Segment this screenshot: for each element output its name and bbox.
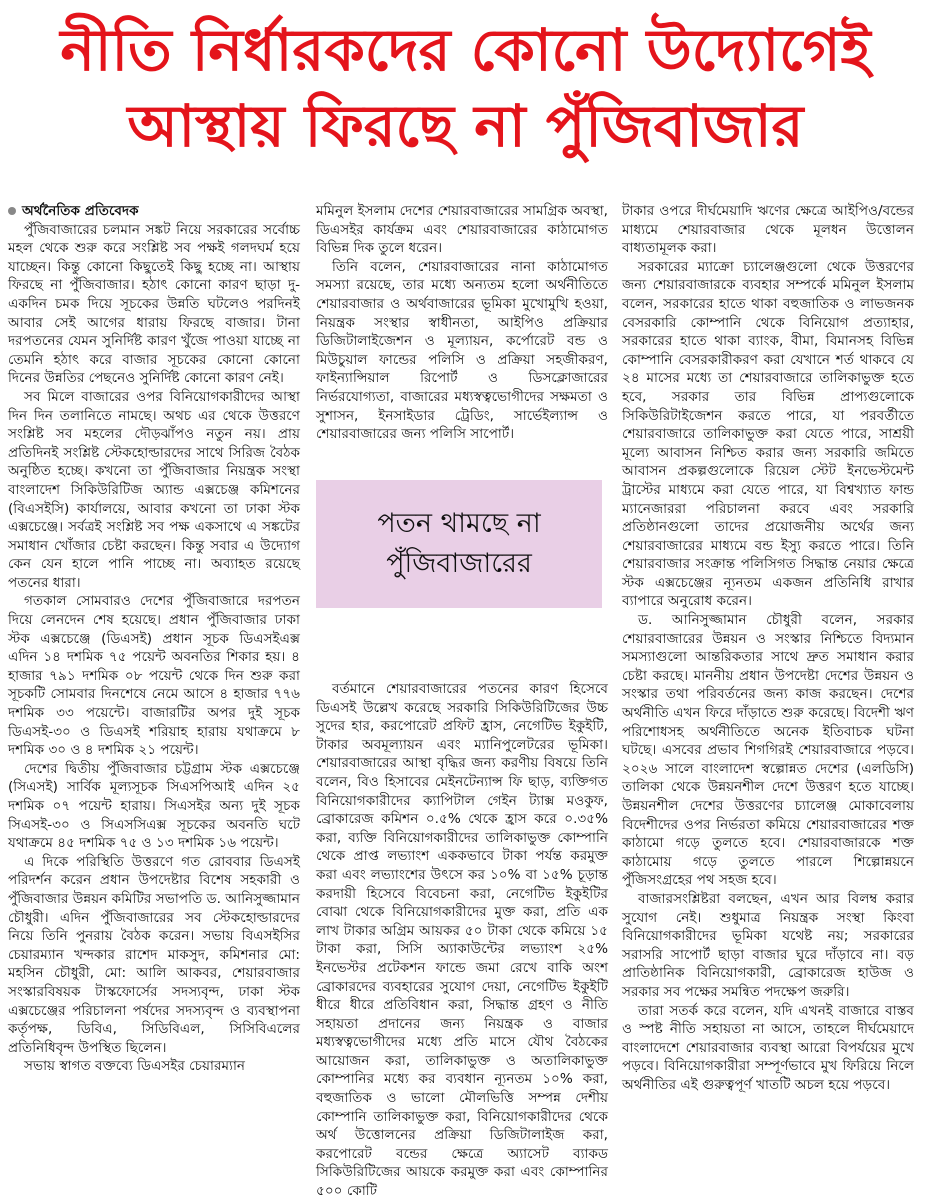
paragraph: তিনি বলেন, শেয়ারবাজারের নানা কাঠামোগত সমস্যা রয়েছে, তার মধ্যে অন্যতম হলো অর্থনীতিতে শেয়ারবাজার ও অর্থবাজারের ভূমিকা মুখোমুখি হওয়া, নিয়ন্ত্রক সংস্থার স্বাধীনতা, আইপিও প্রক্রিয়ার ডিজিটালাইজেশন ও মূল্যায়ন, কর্পোরেট বন্ড ও মিউচুয়াল ফান্ডের পলিসি ও প্রক্রিয়া সহজীকরণ, ফাইন্যান্সিয়াল রিপোর্ট ও ডিসক্লোজারের নির্ভরযোগ্যতা, বাজারের মধ্যস্বত্বভোগীদের সক্ষমতা ও সুশাসন, ইনসাইডার ট্রেডিং, সার্ভেইল্যান্স ও শেয়ারবাজারের জন্য পলিসি সাপোর্ট। [316,258,608,443]
paragraph: টাকার ওপরে দীর্ঘমেয়াদি ঋণের ক্ষেত্রে আইপিও/বন্ডের মাধ্যমে শেয়ারবাজার থেকে মূলধন উত্তোলন বাধ্যতামূলক করা। [622,203,914,257]
article-column-2 [316,202,608,1200]
paragraph: মমিনুল ইসলাম দেশের শেয়ারবাজারের সামগ্রিক অবস্থা, ডিএসইর কার্যক্রম এবং শেয়ারবাজারের কাঠামোগত বিভিন্ন দিক তুলে ধরেন। [316,203,608,257]
paragraph: দেশের দ্বিতীয় পুঁজিবাজার চট্টগ্রাম স্টক এক্সচেঞ্জে (সিএসই) সার্বিক মূল্যসূচক সিএসপিআই এদিন ২৫ দশমিক ০৭ পয়েন্ট হারায়। সিএসইর অন্য দুই সূচক সিএসই-৩০ ও সিএসসিএক্স সূচকের অবনতি ঘটে যথাক্রমে ৪৫ দশমিক ৭৫ ও ১৩ দশমিক ১৬ পয়েন্ট। [8,760,300,852]
article-column-3 [622,202,914,1142]
paragraph: সভায় স্বাগত বক্তব্যে ডিএসইর চেয়ারম্যান [24,1058,245,1075]
paragraph: বর্তমানে শেয়ারবাজারের পতনের কারণ হিসেবে ডিএসই উল্লেখ করেছে সরকারি সিকিউরিটিজের উচ্চ সুদের হার, করপোরেট প্রফিট হ্রাস, নেগেটিভ ইকুইটি, টাকার অবমূল্যায়ন এবং ম্যানিপুলেটরের ভূমিকা। শেয়ারবাজারের আস্থা বৃদ্ধির জন্য করণীয় বিষয়ে তিনি বলেন, বিও হিসাবের মেইনটেন্যান্স ফি ছাড়, ব্যক্তিগত বিনিয়োগকারীদের ক্যাপিটাল গেইন ট্যাক্স মওকুফ, ব্রোকারেজ কমিশন ০.৫% থেকে হ্রাস করে ০.৩৫% করা, ব্যক্তি বিনিয়োগকারীদের তালিকাভুক্ত কোম্পানি থেকে প্রাপ্ত লভ্যাংশ এককভাবে টাকা পর্যন্ত করমুক্ত করা এবং লভ্যাংশের উৎসে কর ১০% বা ১৫% চূড়ান্ত করদায়ী হিসেবে বিবেচনা করা, নেগেটিভ ইকুইটির বোঝা থেকে বিনিয়োগকারীদের মুক্ত করা, প্রতি এক লাখ টাকার অগ্রিম আয়কর ৫০ টাকা থেকে কমিয়ে ১৫ টাকা করা, সিসি অ্যাকাউন্টের লভ্যাংশ ২৫% ইনভেস্টর প্রটেকশন ফান্ডে জমা রেখে বাকি অংশ ব্রোকারদের ব্যবহারের সুযোগ দেয়া, নেগেটিভ ইকুইটি ধীরে ধীরে প্রতিবিধান করা, সিদ্ধান্ত গ্রহণ ও নীতি সহায়তা প্রদানের জন্য নিয়ন্ত্রক ও বাজার মধ্যস্বত্বভোগীদের মধ্যে প্রতি মাসে যৌথ বৈঠকের আয়োজন করা, তালিকাভুক্ত ও অতালিকাভুক্ত কোম্পানির মধ্যে কর ব্যবধান ন্যূনতম ১০% করা, বহুজাতিক ও ভালো মৌলভিত্তি সম্পন্ন দেশীয় কোম্পানি তালিকাভুক্ত করা, বিনিয়োগকারীদের থেকে অর্থ উত্তোলনের প্রক্রিয়া ডিজিটালাইজ করা, করপোরেট বন্ডের ক্ষেত্রে অ্যাসেট ব্যাকড সিকিউরিটিজের আয়কে করমুক্ত করা এবং কোম্পানির ৫০০ কোটি [316,681,608,1200]
pull-quote-text: পতন থামছে না পুঁজিবাজারের [377,508,541,579]
paragraph: পুঁজিবাজারের চলমান সঙ্কট নিয়ে সরকারের সর্বোচ্চ মহল থেকে শুরু করে সংশ্লিষ্ট সব পক্ষই গলদঘর্ম হয়ে যাচ্ছেন। কিন্তু কোনো কিছুতেই কিছু হচ্ছে না। আস্থায় ফিরছে না পুঁজিবাজার। হঠাৎ কোনো কারণ ছাড়া দু-একদিন চমক দিয়ে সূচকের উন্নতি ঘটলেও পরদিনই আবার সেই আগের ধারায় ফিরছে বাজার। টানা দরপতনের যেমন সুনির্দিষ্ট কারণ খুঁজে পাওয়া যাচ্ছে না তেমনি হঠাৎ করে বাজার সূচকের কোনো কোনো দিনের উন্নতির পেছনেও সুনির্দিষ্ট কোনো কারণ নেই। [8,221,300,387]
paragraph: সব মিলে বাজারের ওপর বিনিয়োগকারীদের আস্থা দিন দিন তলানিতে নামছে। অথচ এর থেকে উত্তরণে সংশ্লিষ্ট সব মহলের দৌড়ঝাঁপও নতুন নয়। প্রায় প্রতিদিনই সংশ্লিষ্ট স্টেকহোল্ডারদের সাথে সিরিজ বৈঠক অনুষ্ঠিত হচ্ছে। কখনো তা পুঁজিবাজার নিয়ন্ত্রক সংস্থা বাংলাদেশ সিকিউরিটিজ অ্যান্ড এক্সচেঞ্জ কমিশনের (বিএসইসি) কার্যালয়ে, আবার কখনো তা ঢাকা স্টক এক্সচেঞ্জে। সর্বত্রই সংশ্লিষ্ট সব পক্ষ একসাথে এ সঙ্কটের সমাধান খোঁজার চেষ্টা করছেন। কিন্তু সবার এ উদ্যোগ কেন যেন হালে পানি পাচ্ছে না। অব্যাহত রয়েছে পতনের ধারা। [8,388,300,591]
bullet-icon [8,207,16,215]
pull-quote-box [316,480,602,608]
paragraph: সরকারের ম্যাক্রো চ্যালেঞ্জগুলো থেকে উত্তরণের জন্য শেয়ারবাজারকে ব্যবহার সম্পর্কে মমিনুল ইসলাম বলেন, সরকারের হাতে থাকা বহুজাতিক ও লাভজনক বেসরকারি কোম্পানি থেকে বিনিয়োগ প্রত্যাহার, সরকারের হাতে থাকা ব্যাংক, বীমা, বিমানসহ বিভিন্ন কোম্পানি বেসরকারীকরণ করা যেখানে শর্ত থাকবে যে ২৪ মাসের মধ্যে তা শেয়ারবাজারে তালিকাভুক্ত হতে হবে, সরকার তার বিভিন্ন প্রাপ্যগুলোকে সিকিউরিটাইজেশন করতে পারে, যা পরবর্তীতে শেয়ারবাজারে তালিকাভুক্ত করা যেতে পারে, সাশ্রয়ী মূল্যে আবাসন নিশ্চিত করার জন্য সরকারি জমিতে আবাসন প্রকল্পগুলোকে রিয়েল স্টেট ইনভেস্টমেন্ট ট্রাস্টের মাধ্যমে করা যেতে পারে, যা বিশ্বখ্যাত ফান্ড ম্যানেজাররা পরিচালনা করবে এবং সরকারি প্রতিষ্ঠানগুলো তাদের প্রয়োজনীয় অর্থের জন্য শেয়ারবাজারের মাধ্যমে বন্ড ইস্যু করতে পারে। তিনি শেয়ারবাজার সংক্রান্ত পলিসিগত সিদ্ধান্ত নেয়ার ক্ষেত্রে স্টক এক্সচেঞ্জের ন্যূনতম একজন প্রতিনিধি রাখার ব্যাপারে অনুরোধ করেন। [622,258,914,610]
paragraph: তারা সতর্ক করে বলেন, যদি এখনই বাজারে বাস্তব ও স্পষ্ট নীতি সহায়তা না আসে, তাহলে দীর্ঘমেয়াদে বাংলাদেশে শেয়ারবাজার ব্যবস্থা আরো বিপর্যয়ের মুখে পড়বে। বিনিয়োগকারীরা সম্পূর্ণভাবে মুখ ফিরিয়ে নিলে অর্থনীতির এই গুরুত্বপূর্ণ খাতটি অচল হয়ে পড়বে। [622,1002,914,1093]
headline-line-2: আস্থায় ফিরছে না পুঁজিবাজার [127,92,804,160]
column-2-top [316,202,608,464]
paragraph: গতকাল সোমবারও দেশের পুঁজিবাজারে দরপতন দিয়ে লেনদেন শেষ হয়েছে। প্রধান পুঁজিবাজার ঢাকা স্টক এক্সচেঞ্জে (ডিএসই) প্রধান সূচক ডিএসইএক্স এদিন ১৪ দশমিক ৭৫ পয়েন্ট অবনতির শিকার হয়। ৪ হাজার ৭৯১ দশমিক ০৮ পয়েন্ট থেকে দিন শুরু করা সূচকটি সোমবার দিনশেষে নেমে আসে ৪ হাজার ৭৭৬ দশমিক ৩৩ পয়েন্টে। বাজারটির অপর দুই সূচক ডিএসই-৩০ ও ডিএসই শরিয়াহ হারায় যথাক্রমে ৮ দশমিক ৩০ ও ৪ দশমিক ২১ পয়েন্ট। [8,593,300,759]
headline-line-1: নীতি নির্ধারকদের কোনো উদ্যোগেই [60,16,871,84]
paragraph: ড. আনিসুজ্জামান চৌধুরী বলেন, সরকার শেয়ারবাজারের উন্নয়ন ও সংস্কার নিশ্চিতে বিদ্যমান সমস্যাগুলো আন্তরিকতার সাথে দ্রুত সমাধান করার চেষ্টা করছে। মাননীয় প্রধান উপদেষ্টা দেশের উন্নয়ন ও সংস্কার তথা পরিবর্তনের জন্য কাজ করছেন। দেশের অর্থনীতি এখন ফিরে দাঁড়াতে শুরু করেছে। বিদেশী ঋণ পরিশোধসহ অর্থনীতিতে অনেক ইতিবাচক ঘটনা ঘটছে। এসবের প্রভাব শিগগিরই শেয়ারবাজারে পড়বে। ২০২৬ সালে বাংলাদেশ স্বল্পোন্নত দেশের (এলডিসি) তালিকা থেকে উন্নয়নশীল দেশে উত্তরণ হতে যাচ্ছে। উন্নয়নশীল দেশের উত্তরণের চ্যালেঞ্জ মোকাবেলায় বিদেশীদের ওপর নির্ভরতা কমিয়ে শেয়ারবাজারের শক্ত কাঠামো গড়ে তুলতে হবে। শেয়ারবাজারকে শক্ত কাঠামোয় গড়ে তুলতে পারলে শিল্পোন্নয়নে পুঁজিসংগ্রহের পথ সহজ হবে। [622,612,914,889]
headline [0,0,931,192]
column-2-bottom [316,680,608,1200]
paragraph: বাজারসংশ্লিষ্টরা বলছেন, এখন আর বিলম্ব করার সুযোগ নেই। শুধুমাত্র নিয়ন্ত্রক সংস্থা কিংবা বিনিয়োগকারীদের ভূমিকা যথেষ্ট নয়; সরকারের সরাসরি সাপোর্ট ছাড়া বাজার ঘুরে দাঁড়াবে না। বড় প্রাতিষ্ঠানিক বিনিয়োগকারী, ব্রোকারেজ হাউজ ও সরকার সব পক্ষের সমন্বিত পদক্ষেপ জরুরি। [622,890,914,1000]
article-column-1 [8,202,300,1142]
paragraph: এ দিকে পরিস্থিতি উত্তরণে গত রোববার ডিএসই পরিদর্শন করেন প্রধান উপদেষ্টার বিশেষ সহকারী ও পুঁজিবাজার উন্নয়ন কমিটির সভাপতি ড. আনিসুজ্জামান চৌধুরী। এদিন পুঁজিবাজারের সব স্টেকহোল্ডারদের নিয়ে তিনি পুনরায় বৈঠক করেন। সভায় বিএসইসির চেয়ারম্যান খন্দকার রাশেদ মাকসুদ, কমিশনার মো: মহসিন চৌধুরী, মো: আলি আকবর, শেয়ারবাজার সংস্কারবিষয়ক টাস্কফোর্সের সদস্যবৃন্দ, ঢাকা স্টক এক্সচেঞ্জের পরিচালনা পর্ষদের সদস্যবৃন্দ ও ব্যবস্থাপনা কর্তৃপক্ষ, ডিবিএ, সিডিবিএল, সিসিবিএলের প্রতিনিধিবৃন্দ উপস্থিত ছিলেন। [8,853,300,1056]
byline-text: অর্থনৈতিক প্রতিবেদক [22,203,139,219]
byline [8,202,300,221]
